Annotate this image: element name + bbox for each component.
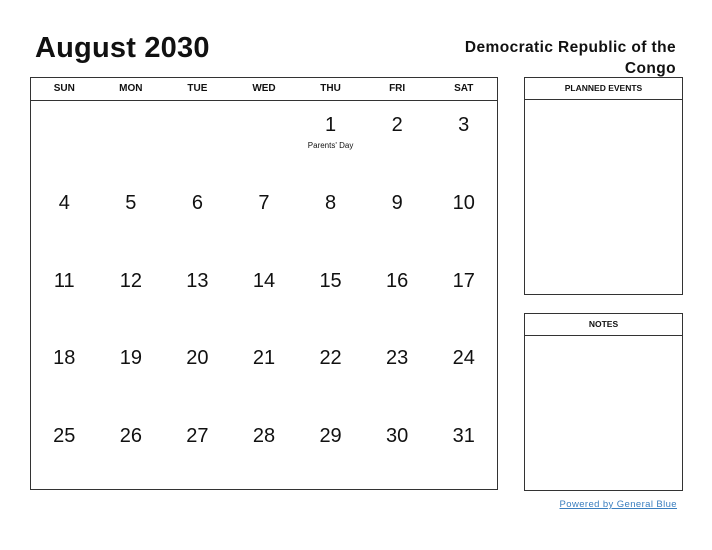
day-cell-31[interactable]: [430, 412, 497, 490]
day-cell-12[interactable]: [98, 257, 165, 335]
day-cell-16[interactable]: [364, 257, 431, 335]
day-cell-14[interactable]: [231, 257, 298, 335]
day-cell-23[interactable]: [364, 334, 431, 412]
day-number: 12: [119, 269, 142, 292]
day-number: 28: [252, 425, 276, 448]
day-number: 21: [252, 347, 276, 370]
day-number: 14: [252, 269, 276, 292]
day-cell-26[interactable]: [98, 412, 165, 490]
day-number: 18: [53, 347, 76, 370]
day-cell-8[interactable]: [297, 179, 364, 257]
day-cell-9[interactable]: [364, 179, 431, 257]
day-cell-22[interactable]: [297, 334, 364, 412]
day-cell-2[interactable]: [364, 101, 431, 179]
weekday-tue: TUE: [187, 83, 208, 94]
day-cell-24[interactable]: [430, 334, 497, 412]
weekday-thu: THU: [320, 83, 341, 94]
day-number: 10: [452, 191, 475, 214]
day-cell-19[interactable]: [98, 334, 165, 412]
weekday-wed: WED: [252, 83, 276, 94]
day-cell-27[interactable]: [164, 412, 231, 490]
day-number: 9: [391, 191, 403, 214]
day-cell-21[interactable]: [231, 334, 298, 412]
day-cell-20[interactable]: [164, 334, 231, 412]
day-number: 5: [125, 191, 137, 214]
powered-by-link[interactable]: Powered by General Blue: [559, 499, 677, 510]
day-number: 19: [119, 347, 142, 370]
weekday-sat: SAT: [454, 83, 474, 94]
day-cell-7[interactable]: [231, 179, 298, 257]
day-number: 2: [391, 114, 403, 136]
day-cell-17[interactable]: [430, 257, 497, 335]
day-number: 4: [58, 191, 70, 214]
day-cell-10[interactable]: [430, 179, 497, 257]
day-number: 1: [325, 114, 337, 136]
weekday-sun: SUN: [53, 83, 75, 94]
day-number: 16: [386, 269, 409, 292]
page-title: August 2030: [35, 32, 210, 64]
day-number: 24: [452, 347, 475, 370]
day-number: 6: [191, 191, 203, 214]
day-cell-empty: [164, 101, 231, 179]
day-number: 30: [386, 425, 409, 448]
day-cell-empty: [98, 101, 165, 179]
notes-panel: [524, 313, 683, 491]
day-cell-empty: [231, 101, 298, 179]
country-name: Democratic Republic of the Congo: [464, 39, 676, 77]
day-cell-29[interactable]: [297, 412, 364, 490]
day-number: 29: [319, 425, 342, 448]
day-number: 27: [186, 425, 209, 448]
day-number: 17: [452, 269, 475, 292]
day-cell-25[interactable]: [31, 412, 98, 490]
day-number: 25: [53, 425, 76, 448]
weekday-fri: FRI: [389, 83, 406, 94]
weeks-grid: [31, 101, 497, 490]
day-number: 13: [186, 269, 209, 292]
planned-events-panel: [524, 77, 683, 295]
day-number: 11: [53, 269, 75, 292]
day-cell-15[interactable]: [297, 257, 364, 335]
day-number: 31: [452, 425, 475, 448]
day-number: 26: [119, 425, 142, 448]
notes-header: NOTES: [525, 314, 682, 336]
weekday-mon: MON: [119, 83, 143, 94]
day-cell-18[interactable]: [31, 334, 98, 412]
day-number: 15: [319, 269, 342, 292]
day-cell-1[interactable]: [297, 101, 364, 179]
day-cell-30[interactable]: [364, 412, 431, 490]
day-number: 8: [325, 191, 337, 214]
day-number: 3: [458, 114, 470, 136]
weekday-header-row: [31, 78, 497, 101]
day-number: 7: [258, 191, 270, 214]
day-cell-11[interactable]: [31, 257, 98, 335]
day-cell-5[interactable]: [98, 179, 165, 257]
day-cell-4[interactable]: [31, 179, 98, 257]
day-cell-empty: [31, 101, 98, 179]
day-cell-13[interactable]: [164, 257, 231, 335]
day-cell-6[interactable]: [164, 179, 231, 257]
day-number: 20: [186, 347, 209, 370]
day-number: 23: [386, 347, 409, 370]
calendar-grid: [30, 77, 498, 490]
holiday-label: Parents' Day: [307, 141, 354, 150]
planned-events-header: PLANNED EVENTS: [525, 78, 682, 100]
day-number: 22: [319, 347, 342, 370]
day-cell-28[interactable]: [231, 412, 298, 490]
day-cell-3[interactable]: [430, 101, 497, 179]
